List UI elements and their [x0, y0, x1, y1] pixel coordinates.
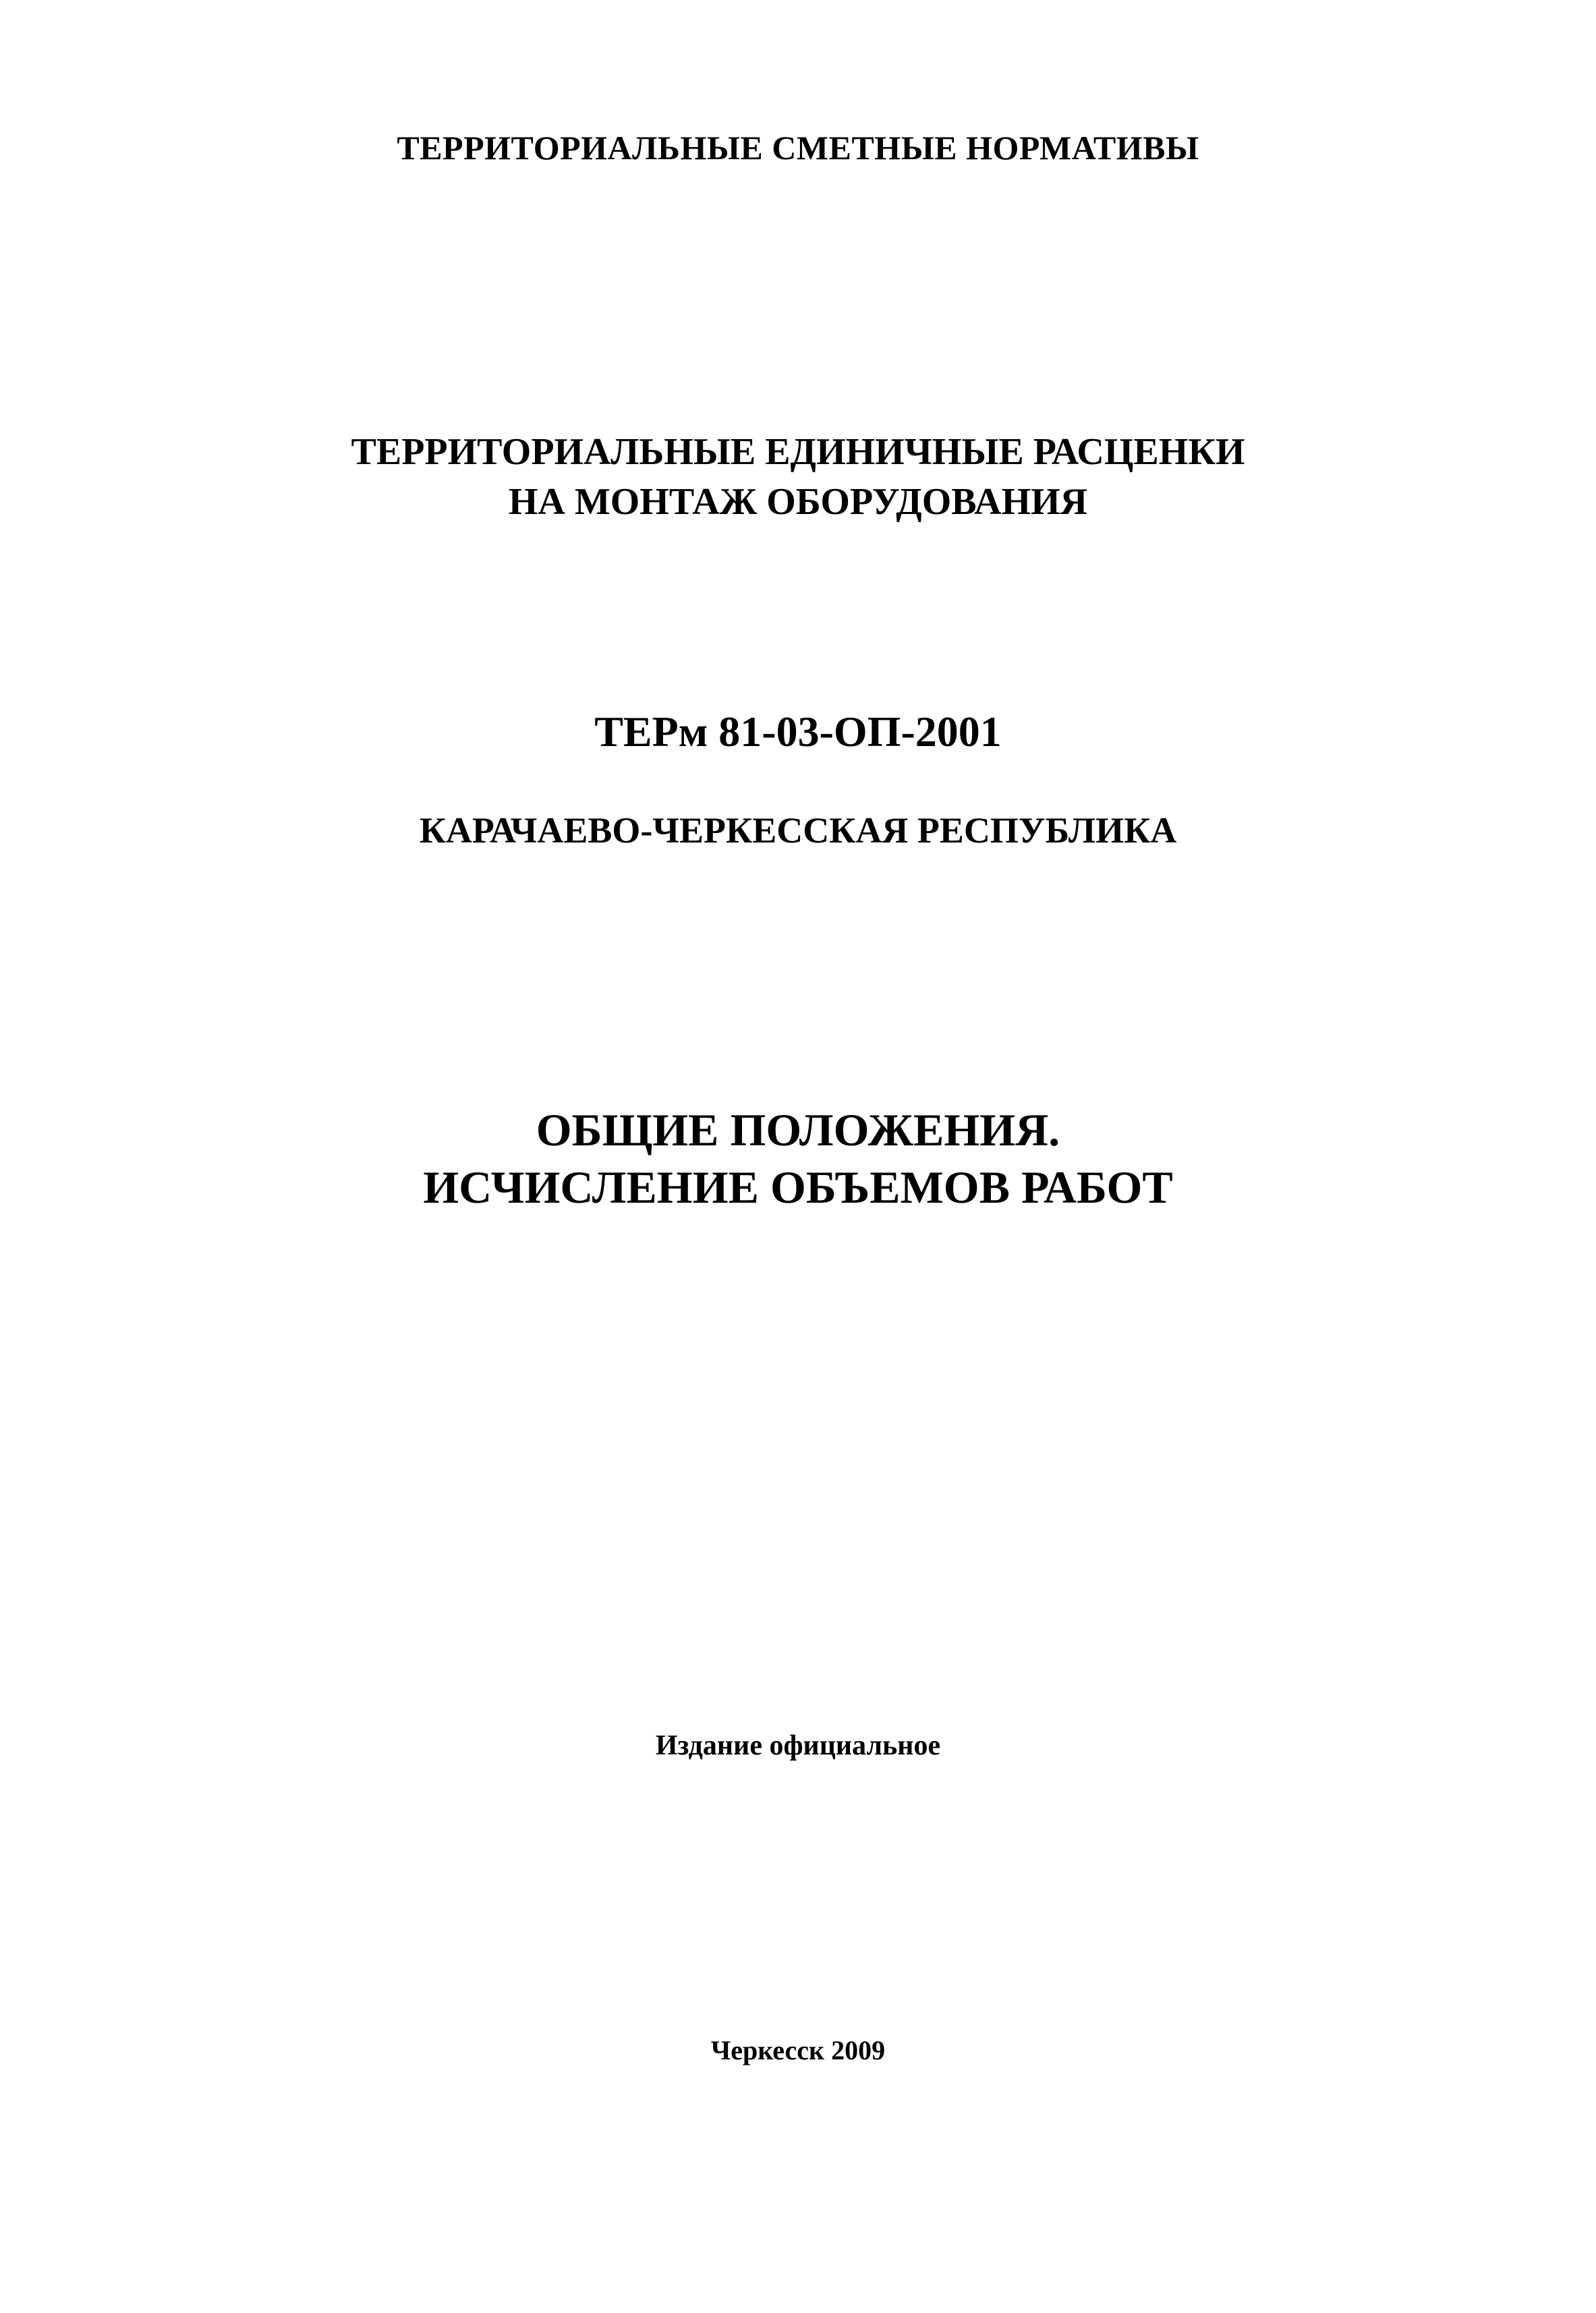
collection-title-line-2: НА МОНТАЖ ОБОРУДОВАНИЯ [508, 481, 1088, 523]
series-title: ТЕРРИТОРИАЛЬНЫЕ СМЕТНЫЕ НОРМАТИВЫ [397, 129, 1199, 167]
part-title-line-1: ОБЩИЕ ПОЛОЖЕНИЯ. [536, 1104, 1060, 1155]
region-name: КАРАЧАЕВО-ЧЕРКЕССКАЯ РЕСПУБЛИКА [419, 810, 1177, 851]
document-code: ТЕРм 81-03-ОП-2001 [594, 708, 1002, 755]
collection-title-line-1: ТЕРРИТОРИАЛЬНЫЕ ЕДИНИЧНЫЕ РАСЦЕНКИ [351, 431, 1245, 473]
edition-note: Издание официальное [655, 1730, 941, 1761]
imprint: Черкесск 2009 [710, 2035, 886, 2065]
part-title-line-2: ИСЧИСЛЕНИЕ ОБЪЕМОВ РАБОТ [423, 1162, 1173, 1213]
